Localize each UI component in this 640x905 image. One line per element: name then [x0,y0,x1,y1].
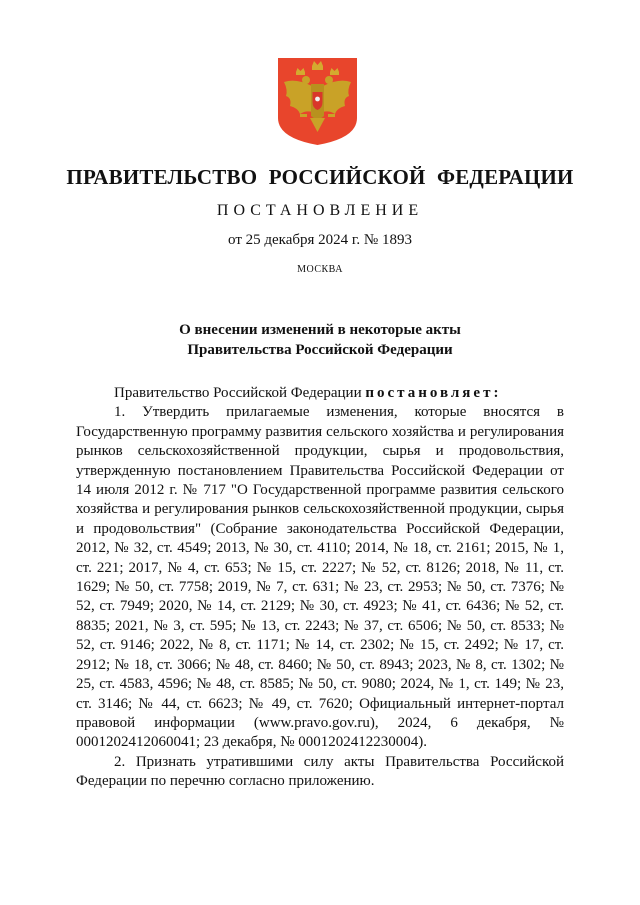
document-city: МОСКВА [297,264,343,275]
heading-line-2: Правительства Российской Федерации [187,342,453,358]
heading-line-1: О внесении изменений в некоторые акты [179,322,461,338]
preamble-text: Правительство Российской Федерации [114,385,366,401]
government-title: ПРАВИТЕЛЬСТВО РОССИЙСКОЙ ФЕДЕРАЦИИ [66,165,574,189]
preamble [76,384,564,403]
document-date-number: от 25 декабря 2024 г. № 1893 [228,232,412,248]
document-heading [0,320,640,360]
item-2: 2. Признать утратившими силу акты Правительства Российской Федерации по перечню согласно приложению. [76,753,564,790]
document-body [76,384,564,792]
decree-verb: постановляет: [365,385,502,401]
russian-coat-of-arms-icon [276,56,359,147]
document-type: ПОСТАНОВЛЕНИЕ [216,202,424,219]
item-1: 1. Утвердить прилагаемые изменения, которые вносятся в Государственную программу развития сельского хозяйства и регулирования рынков сельскохозяйственной продукции, сырья и продовольствия, утвержденную постановлением Правительства Российской Федерации от 14 июля 2012 г. № 717 "О Государственной программе развития сельского хозяйства и регулирования рынков сельскохозяйственной продукции, сырья и продовольствия" (Собрание законодательства Российской Федерации, 2012, № 32, ст. 4549; 2013, № 30, ст. 4110; 2014, № 18, ст. 2161; 2015, № 1, ст. 221; 2017, № 4, ст. 653; № 15, ст. 2227; № 52, ст. 8126; 2018, № 11, ст. 1629; № 50, ст. 7758; 2019, № 7, ст. 631; № 23, ст. 2953; № 50, ст. 7376; № 52, ст. 7949; 2020, № 14, ст. 2129; № 30, ст. 4923; № 41, ст. 6436; № 52, ст. 8835; 2021, № 3, ст. 595; № 13, ст. 2243; № 37, ст. 6506; № 50, ст. 8533; № 52, ст. 9146; 2022, № 8, ст. 1171; № 14, ст. 2302; № 15, ст. 2492; № 17, ст. 2912; № 18, ст. 3066; № 48, ст. 8460; № 50, ст. 8943; 2023, № 8, ст. 1302; № 25, ст. 4583, 4596; № 48, ст. 8585; № 50, ст. 9080; 2024, № 1, ст. 149; № 23, ст. 3146; № 44, ст. 6623; № 49, ст. 7620; Официальный интернет-портал правовой информации (www.pravo.gov.ru), 2024, 6 декабря, № 0001202412060041; 23 декабря, № 0001202412230004). [76,404,564,751]
